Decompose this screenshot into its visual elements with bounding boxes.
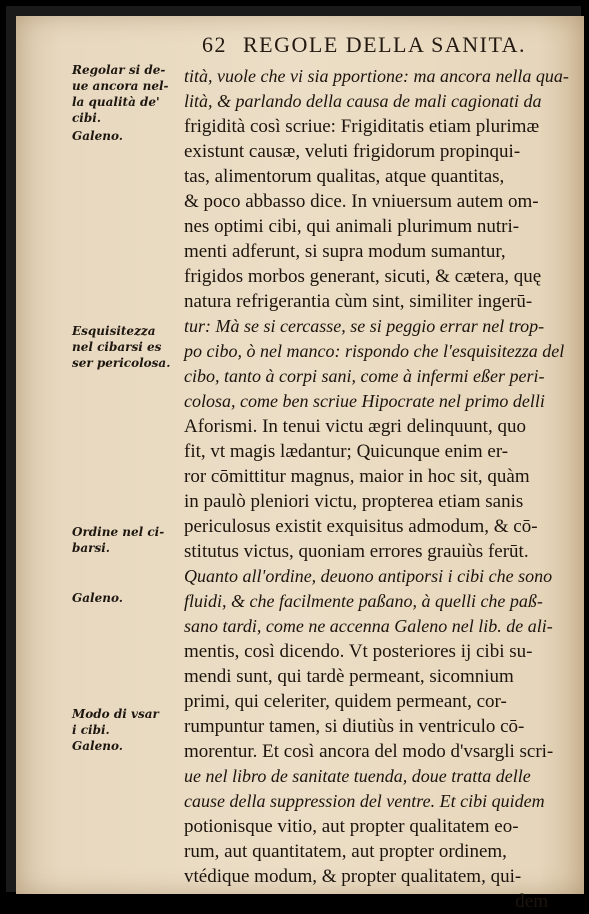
text-line: Quanto all'ordine, deuono antiporsi i cibi che sono (184, 566, 553, 586)
text-line: po cibo, ò nel manco: rispondo che l'esquisitezza del (184, 341, 565, 361)
text-line: potionisque vitio, aut propter qualitatem eo- (184, 816, 519, 837)
text-line: in paulò pleniori victu, propterea etiam sanis (184, 491, 524, 512)
margin-note-line: barsi. (72, 541, 110, 555)
margin-note-line: Esquisitezza (72, 324, 156, 338)
margin-note-line: i cibi. (72, 723, 110, 737)
catchword: dem (515, 891, 548, 912)
text-line: sano tardi, come ne accenna Galeno nel lib. de ali- (184, 616, 553, 636)
page-frame (6, 6, 581, 912)
text-line: fit, vt magis lædantur; Quicunque enim er- (184, 441, 509, 462)
text-line: mentis, così dicendo. Vt posteriores ij cibi su- (184, 641, 533, 662)
margin-note-galeno (72, 590, 180, 606)
margin-note-regolar (72, 62, 180, 144)
margin-note-line: Modo di vsar (72, 707, 159, 721)
page-number: 62 (202, 32, 227, 57)
text-line: ror cōmittitur magnus, maior in hoc sit, quàm (184, 466, 530, 487)
margin-note-line: Galeno. (72, 739, 123, 753)
running-title: REGOLE DELLA SANITA. (243, 32, 527, 57)
text-line: lità, & parlando della causa de mali cagionati da (184, 91, 542, 111)
text-line: tur: Mà se si cercasse, se si peggio errar nel trop- (184, 316, 545, 336)
margin-note-line: ser pericolosa. (72, 356, 171, 370)
margin-note-line: la qualità de' (72, 95, 160, 109)
margin-note-esquisitezza (72, 323, 180, 371)
margin-note-line: ue ancora nel- (72, 79, 169, 93)
text-line: nes optimi cibi, qui animali plurimum nutri- (184, 216, 520, 237)
text-line: vtédique modum, & propter qualitatem, qui- (184, 866, 522, 887)
text-line: primi, qui celeriter, quidem permeant, cor- (184, 691, 507, 712)
text-line: morentur. Et così ancora del modo d'vsargli scri- (184, 741, 554, 762)
text-line: Aforismi. In tenui victu ægri delinquunt, quo (184, 416, 526, 437)
text-line: cibo, tanto à corpi sani, come à infermi eßer peri- (184, 366, 545, 386)
margin-note-line: cibi. (72, 111, 101, 125)
margin-note-line: Ordine nel ci- (72, 525, 165, 539)
page-header (202, 32, 562, 66)
text-line: frigidos morbos generant, sicuti, & cætera, quę (184, 266, 542, 287)
margin-note-ordine (72, 524, 180, 556)
margin-note-line: Galeno. (72, 129, 123, 143)
text-line: mendi sunt, qui tardè permeant, sicomnium (184, 666, 514, 687)
text-line: colosa, come ben scriue Hipocrate nel primo delli (184, 391, 545, 411)
text-line: tità, vuole che vi sia pportione: ma ancora nella qua- (184, 66, 569, 86)
margin-note-line: nel cibarsi es (72, 340, 162, 354)
text-line: frigidità così scriue: Frigiditatis etiam plurimæ (184, 116, 540, 137)
text-line: natura refrigerantia cùm sint, similiter ingerū- (184, 291, 533, 312)
text-line: ue nel libro de sanitate tuenda, doue tratta delle (184, 766, 531, 786)
text-line: & poco abbasso dice. In vniuersum autem om- (184, 191, 539, 212)
book-page (16, 16, 584, 912)
margin-note-line: Regolar si de- (72, 63, 166, 77)
text-line: tas, alimentorum qualitas, atque quantitas, (184, 166, 505, 187)
text-line: rumpuntur tamen, si diutiùs in ventriculo cō- (184, 716, 525, 737)
text-line: existunt causæ, veluti frigidorum propinqui- (184, 141, 521, 162)
body-text (184, 64, 588, 914)
text-line: periculosus existit exquisitus admodum, & cō- (184, 516, 538, 537)
text-line: cause della suppression del ventre. Et cibi quidem (184, 791, 545, 811)
text-line: rum, aut quantitatem, aut propter ordinem, (184, 841, 507, 862)
margin-note-line: Galeno. (72, 591, 123, 605)
text-line: menti adferunt, si supra modum sumantur, (184, 241, 506, 262)
text-line: fluidi, & che facilmente paßano, à quelli che paß- (184, 591, 543, 611)
text-line: stitutus victus, quoniam errores grauiùs ferūt. (184, 541, 529, 562)
margin-note-modo (72, 706, 180, 754)
